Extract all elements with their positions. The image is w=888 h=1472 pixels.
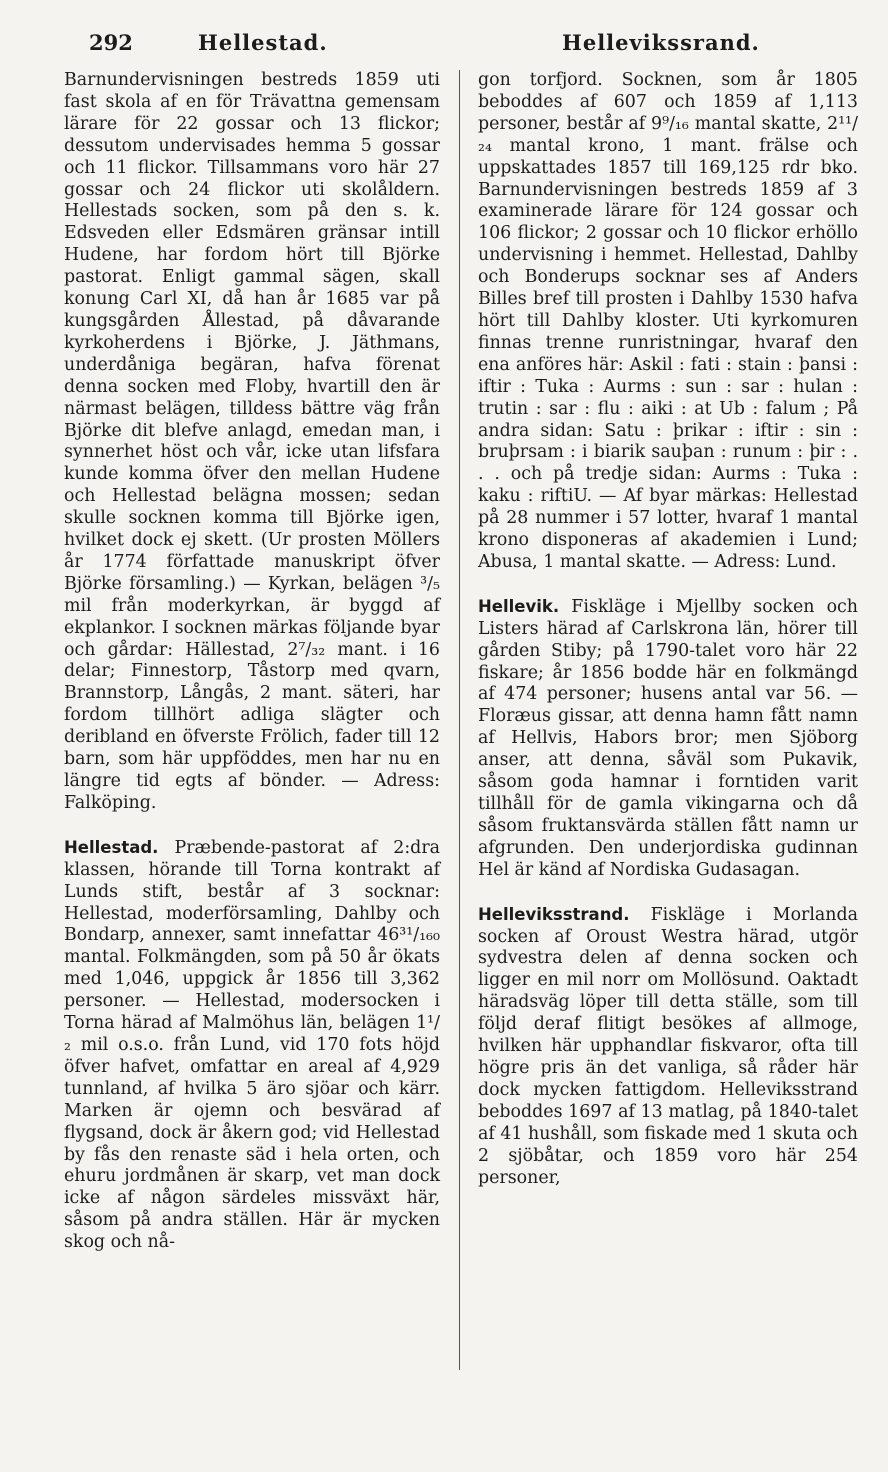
- right-paragraph-2-text: Fiskläge i Mjellby socken och Listers härad af Carlskrona län, hörer till gården Stiby; på 1790-talet voro här 22 fiskare; år 1856 bodde här en folkmängd af 474 personer; husens antal var 56. — Floræus gissar, att denna hamn fått namn af Hellvis, Habors bror; men Sjöborg anser, att denna, såväl som Pukavik, såsom goda hamnar i forntiden varit tillhåll för de gamla vikingarna och då såsom fruktansvärda ställen fått namn ur afgrunden. Den underjordiska gudinnan Hel är känd af Nordiska Gudasagan.: [478, 596, 858, 880]
- left-paragraph-1: Barnundervisningen bestreds 1859 uti fast skola af en för Trävattna gemensam lärare för 22 gossar och 13 flickor; dessutom undervisades hemma 5 gossar och 11 flickor. Tillsammans voro här 27 gossar och 24 flickor uti skolåldern. Hellestads socken, som på den s. k. Edsveden eller Edsmären gränsar intill Hudene, har fordom hört till Björke pastorat. Enligt gammal sägen, skall konung Carl XI, då han år 1685 var på kungsgården Ållestad, på dåvarande kyrkoherdens i Björke, J. Jäthmans, underdåniga begäran, hafva förenat denna socken med Floby, hvartill den är närmast belägen, tilldess bättre väg från Björke dit blefve anlagd, emedan man, i synnerhet höst och vår, icke utan lifsfara kunde komma öfver den mellan Hudene och Hellestad belägna mossen; sedan skulle socknen komma till Björke igen, hvilket dock ej skett. (Ur prosten Möllers år 1774 författade manuskript öfver Björke församling.) — Kyrkan, belägen ³/₅ mil från moderkyrkan, är byggd af ekplankor. I socknen märkas följande byar och gårdar: Hällestad, 2⁷/₃₂ mant. i 16 delar; Finnestorp, Tåstorp med qvarn, Brannstorp, Långås, 2 mant. säteri, har fordom tillhört adliga slägter och deribland en öfverste Frölich, fader till 12 barn, som här uppföddes, men har nu en längre tid egts af bönder. — Adress: Falköping.: [64, 70, 440, 813]
- entry-headword-helleviksstrand: Helleviksstrand.: [478, 904, 630, 924]
- running-head-right: Hellevikssrand.: [562, 30, 760, 55]
- right-paragraph-3: [478, 904, 858, 1190]
- left-paragraph-2: [64, 837, 440, 1254]
- running-head-left: Hellestad.: [198, 30, 328, 55]
- right-paragraph-1: gon torfjord. Socknen, som år 1805 beboddes af 607 och 1859 af 1,113 personer, består af 9⁹/₁₆ mantal skatte, 2¹¹/₂₄ mantal krono, 1 mant. frälse och uppskattades 1857 till 169,125 rdr bko. Barnundervisningen bestreds 1859 af 3 examinerade lärare för 124 gossar och 106 flickor; 2 gossar och 10 flickor erhöllo undervisning i hemmet. Hellestad, Dahlby och Bonderups socknar ses af Anders Billes bref till prosten i Dahlby 1530 hafva hört till Dahlby kloster. Uti kyrkomuren finnas trenne runristningar, hvaraf den ena anföres här: Askil : fati : stain : þansi : iftir : Tuka : Aurms : sun : sar : hulan : trutin : sar : flu : aiki : at Ub : falum ; På andra sidan: Satu : þrikar : iftir : sin : bruþrsam : i biarik sauþan : runum : þir : . . . och på tredje sidan: Aurms : Tuka : kaku : riftiU. — Af byar märkas: Hellestad på 28 nummer i 57 lotter, hvaraf 1 mantal krono disponeras af akademien i Lund; Abusa, 1 mantal skatte. — Adress: Lund.: [478, 70, 858, 572]
- column-divider: [459, 70, 460, 1370]
- page-number: 292: [89, 30, 133, 55]
- left-column: [64, 70, 440, 1254]
- entry-headword-hellestad: Hellestad.: [64, 837, 159, 857]
- entry-headword-hellevik: Hellevik.: [478, 596, 560, 616]
- right-column: [478, 70, 858, 1189]
- left-paragraph-2-text: Præbende-pastorat af 2:dra klassen, hörande till Torna kontrakt af Lunds stift, består af 3 socknar: Hellestad, moderförsamling, Dahlby och Bondarp, annexer, samt innefattar 46³¹/₁₆₀ mantal. Folkmängden, som på 50 år ökats med 1,046, uppgick år 1856 till 3,362 personer. — Hellestad, modersocken i Torna härad af Malmöhus län, belägen 1¹/₂ mil o.s.o. från Lund, vid 170 fots höjd öfver hafvet, omfattar en areal af 4,929 tunnland, af hvilka 5 äro sjöar och kärr. Marken är ojemn och besvärad af flygsand, dock är åkern god; vid Hellestad by fås den renaste säd i hela orten, och ehuru jordmånen är skarp, vet man dock icke af någon särdeles missväxt här, såsom på andra ställen. Här är mycken skog och nå-: [64, 837, 440, 1253]
- right-paragraph-2: [478, 596, 858, 882]
- right-paragraph-3-text: Fiskläge i Morlanda socken af Oroust Westra härad, utgör sydvestra delen af denna socken och ligger en mil norr om Mollösund. Oaktadt häradsväg löper till detta ställe, som till följd deraf flitigt besökes af allmoge, hvilken här upphandlar fiskvaror, ofta till högre pris än det vanliga, så råder här dock mycken fattigdom. Helleviksstrand beboddes 1697 af 13 matlag, på 1840-talet af 41 hushåll, som fiskade med 1 skuta och 2 sjöbåtar, och 1859 voro här 254 personer,: [478, 904, 858, 1188]
- page-header: [0, 30, 888, 64]
